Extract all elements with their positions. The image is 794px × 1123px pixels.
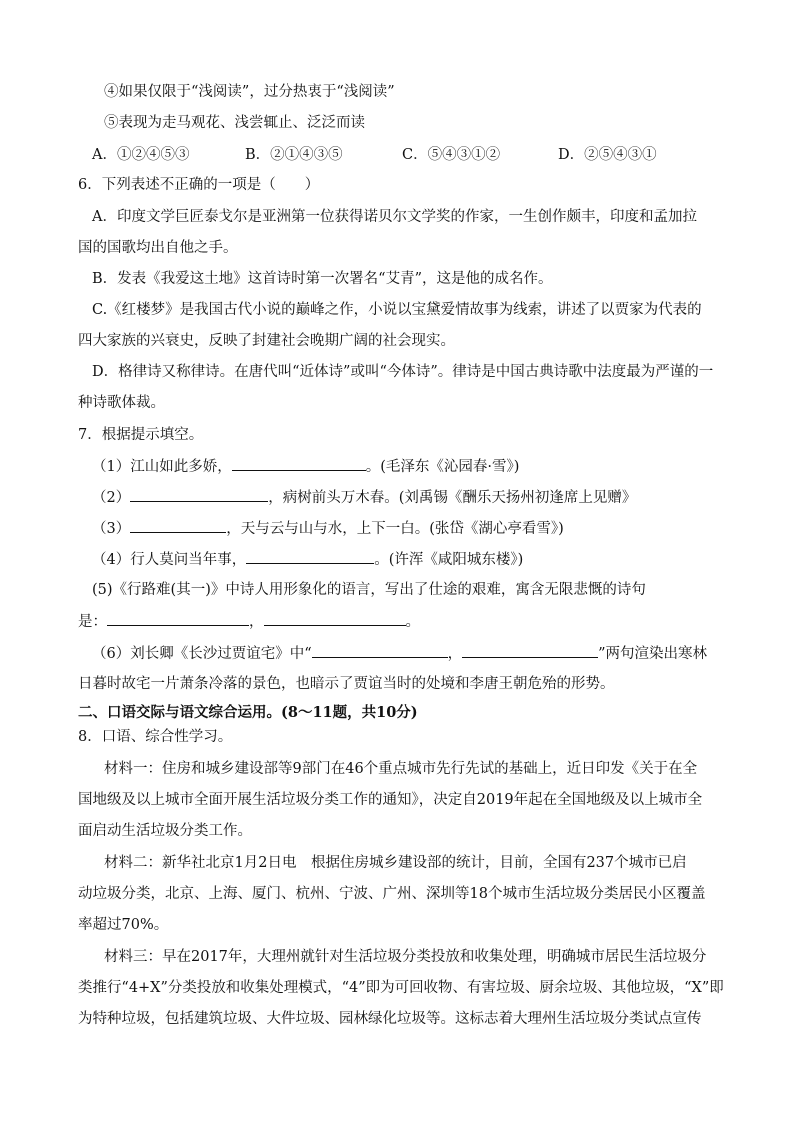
fill-blank-5a[interactable] [107,611,249,626]
fill-blank-5b[interactable] [264,611,406,626]
q7-line-2 [92,487,636,508]
material-1-line1: 材料一：住房和城乡建设部等9部门在46个重点城市先行先试的基础上，近日印发《关于在全 [104,761,698,777]
q7-line-6a-comma: ， [447,646,463,662]
fill-blank-1[interactable] [232,456,366,471]
material-3-line3: 为特种垃圾，包括建筑垃圾、大件垃圾、园林绿化垃圾等。这标志着大理州生活垃圾分类试点宣传 [78,1011,702,1027]
q7-line-2-suffix: ，病树前头万木春。(刘禹锡《酬乐天扬州初逢席上见赠》 [268,490,637,506]
q7-line-5a: (5)《行路难(其一)》中诗人用形象化的语言，写出了仕途的艰难，寓含无限悲慨的诗句 [92,582,646,598]
fill-blank-2[interactable] [130,487,268,502]
q7-line-6a-prefix: （6）刘长卿《长沙过贾谊宅》中“ [92,646,312,662]
q6-option-d-line2: 种诗歌体裁。 [78,395,165,411]
q7-line-5b-comma: ， [249,614,264,630]
q7-line-1-suffix: 。(毛泽东《沁园春·雪》) [365,459,520,475]
q7-line-4-prefix: （4）行人莫问当年事， [92,552,247,568]
q7-line-1-prefix: （1）江山如此多娇， [92,459,232,475]
q7-line-3-prefix: （3） [92,521,131,537]
material-3-line1: 材料三：早在2017年，大理州就针对生活垃圾分类投放和收集处理，明确城市居民生活垃圾分 [104,949,707,965]
fill-blank-4[interactable] [246,549,374,564]
q7-line-3 [92,518,564,539]
q5-item-5: ⑤表现为走马观花、浅尝辄止、泛泛而读 [104,115,365,131]
q7-line-5b-prefix: 是： [78,614,107,630]
q6-option-d-line1: D．格律诗又称律诗。在唐代叫“近体诗”或叫“今体诗”。律诗是中国古典诗歌中法度最为严谨的一 [92,364,714,380]
q7-line-2-prefix: （2） [92,490,131,506]
q6-option-c-line1: C.《红楼梦》是我国古代小说的巅峰之作，小说以宝黛爱情故事为线索，讲述了以贾家为代表的 [92,302,702,318]
fill-blank-6b[interactable] [462,643,598,658]
q7-line-1 [92,456,519,477]
material-2-line3: 率超过70%。 [78,917,169,933]
q6-option-c-line2: 四大家族的兴衰史，反映了封建社会晚期广阔的社会现实。 [78,333,455,349]
material-1-line2: 国地级及以上城市全面开展生活垃圾分类工作的通知》，决定自2019年起在全国地级及以上城市全 [78,792,703,808]
material-2-line2: 动垃圾分类，北京、上海、厦门、杭州、宁波、广州、深圳等18个城市生活垃圾分类居民小区覆盖 [78,886,706,902]
q5-option-d: D．②⑤④③① [558,147,657,163]
fill-blank-3[interactable] [130,518,226,533]
q7-line-4 [92,549,523,570]
material-2-line1: 材料二：新华社北京1月2日电 根据住房城乡建设部的统计，目前，全国有237个城市已启 [104,855,687,871]
q6-stem: 6．下列表述不正确的一项是（ ） [78,177,320,193]
material-3-line2: 类推行“4+X”分类投放和收集处理模式，“4”即为可回收物、有害垃圾、厨余垃圾、其他垃圾，“X”即 [78,980,724,996]
fill-blank-6a[interactable] [312,643,448,658]
q6-option-a-line1: A．印度文学巨匠泰戈尔是亚洲第一位获得诺贝尔文学奖的作家，一生创作颇丰，印度和孟加拉 [92,209,697,225]
q7-line-4-suffix: 。(许浑《咸阳城东楼》) [374,552,524,568]
q6-option-a-line2: 国的国歌均出自他之手。 [78,240,238,256]
q7-line-5b [78,611,420,632]
q8-stem: 8．口语、综合性学习。 [78,729,233,745]
q7-line-6a-suffix: ”两句渲染出寒林 [598,646,708,662]
section-2-heading: 二、口语交际与语文综合运用。(8～11题，共10分) [78,704,418,721]
q5-item-4: ④如果仅限于“浅阅读”，过分热衷于“浅阅读” [104,84,395,100]
q5-option-c: C．⑤④③①② [402,147,501,163]
q5-option-a: A．①②④⑤③ [92,147,190,163]
q7-line-6b: 日暮时故宅一片萧条冷落的景色，也暗示了贾谊当时的处境和李唐王朝危殆的形势。 [78,676,615,692]
q7-stem: 7．根据提示填空。 [78,427,204,443]
q7-line-3-suffix: ，天与云与山与水，上下一白。(张岱《湖心亭看雪》) [226,521,564,537]
q5-option-b: B．②①④③⑤ [245,147,343,163]
q6-option-b: B．发表《我爱这土地》这首诗时第一次署名“艾青”，这是他的成名作。 [92,271,553,287]
material-1-line3: 面启动生活垃圾分类工作。 [78,823,252,839]
q7-line-6a [92,643,707,664]
q7-line-5b-suffix: 。 [405,614,420,630]
